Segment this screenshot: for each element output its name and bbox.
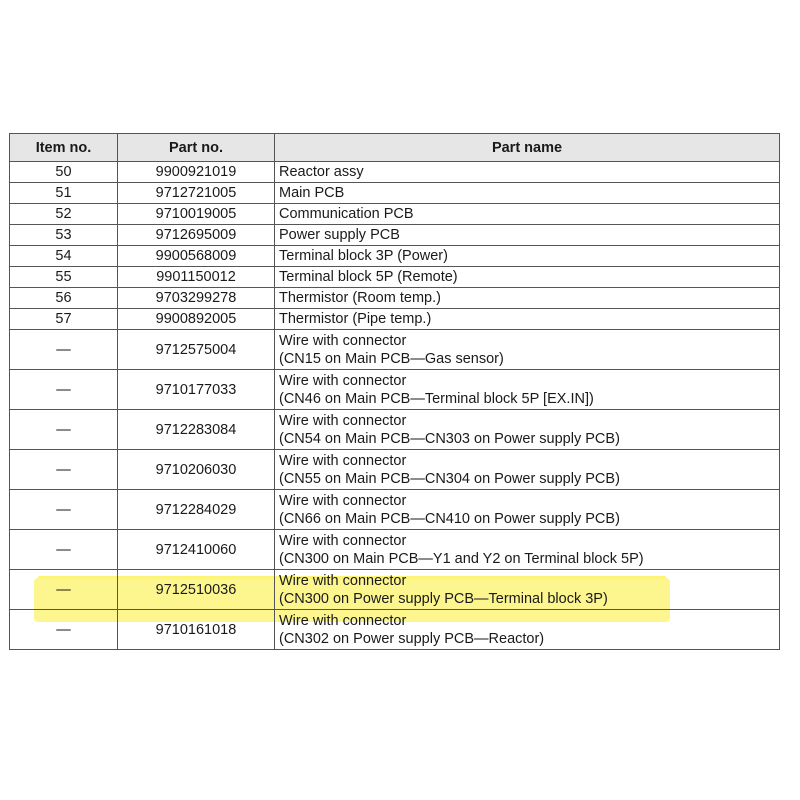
- part-name-line-2: (CN15 on Main PCB—Gas sensor): [279, 350, 504, 367]
- cell-part-no: 9900921019: [118, 162, 275, 183]
- part-name-line-1: Wire with connector: [279, 332, 407, 349]
- table-row: [10, 530, 780, 570]
- cell-part-name: [275, 246, 780, 267]
- cell-part-name: [275, 370, 780, 410]
- cell-item-no: —: [10, 330, 118, 370]
- border-gap-right: [778, 655, 788, 665]
- table-row: [10, 162, 780, 183]
- cell-part-name: [275, 570, 780, 610]
- cell-part-name: [275, 204, 780, 225]
- cell-item-no: 54: [10, 246, 118, 267]
- part-name-line-1: Wire with connector: [279, 572, 407, 589]
- cell-part-no: 9712410060: [118, 530, 275, 570]
- table-row: [10, 330, 780, 370]
- header-part-no: Part no.: [118, 134, 275, 162]
- table-row: [10, 183, 780, 204]
- part-name-line-1: Wire with connector: [279, 532, 407, 549]
- cell-item-no: 53: [10, 225, 118, 246]
- part-name-line-1: Wire with connector: [279, 412, 407, 429]
- cell-part-no: 9712721005: [118, 183, 275, 204]
- part-name-line-1: Thermistor (Room temp.): [279, 290, 441, 306]
- cell-part-name: [275, 330, 780, 370]
- table-row: [10, 370, 780, 410]
- part-name-line-1: Main PCB: [279, 185, 345, 201]
- table-row: [10, 309, 780, 330]
- cell-item-no: —: [10, 370, 118, 410]
- cell-part-name: [275, 410, 780, 450]
- part-name-line-1: Communication PCB: [279, 206, 414, 222]
- part-name-line-1: Wire with connector: [279, 452, 407, 469]
- header-part-name: Part name: [275, 134, 780, 162]
- table-row: [10, 204, 780, 225]
- cell-part-name: [275, 162, 780, 183]
- cell-item-no: 56: [10, 288, 118, 309]
- part-name-line-2: (CN55 on Main PCB—CN304 on Power supply PCB): [279, 470, 620, 487]
- cell-item-no: 55: [10, 267, 118, 288]
- cell-part-no: 9712283084: [118, 410, 275, 450]
- part-name-line-2: (CN300 on Main PCB—Y1 and Y2 on Terminal block 5P): [279, 550, 644, 567]
- cell-item-no: —: [10, 530, 118, 570]
- cell-part-no: 9900568009: [118, 246, 275, 267]
- part-name-line-1: Wire with connector: [279, 492, 407, 509]
- cell-part-no: 9710019005: [118, 204, 275, 225]
- cell-item-no: —: [10, 490, 118, 530]
- cell-part-name: [275, 610, 780, 650]
- cell-item-no: —: [10, 610, 118, 650]
- cell-part-no: 9710161018: [118, 610, 275, 650]
- cell-part-no: 9901150012: [118, 267, 275, 288]
- part-name-line-2: (CN46 on Main PCB—Terminal block 5P [EX.IN]): [279, 390, 594, 407]
- cell-part-name: [275, 225, 780, 246]
- part-name-line-1: Power supply PCB: [279, 227, 400, 243]
- part-name-line-1: Thermistor (Pipe temp.): [279, 311, 432, 327]
- cell-item-no: 50: [10, 162, 118, 183]
- header-row: [10, 134, 780, 162]
- part-name-line-2: (CN300 on Power supply PCB—Terminal block 3P): [279, 590, 608, 607]
- cell-part-no: 9703299278: [118, 288, 275, 309]
- part-name-line-2: (CN66 on Main PCB—CN410 on Power supply PCB): [279, 510, 620, 527]
- cell-part-no: 9712284029: [118, 490, 275, 530]
- table-row: [10, 225, 780, 246]
- cell-item-no: 51: [10, 183, 118, 204]
- cell-part-no: 9710177033: [118, 370, 275, 410]
- cell-part-no: 9710206030: [118, 450, 275, 490]
- table-row: [10, 267, 780, 288]
- part-name-line-1: Wire with connector: [279, 372, 407, 389]
- table-row: [10, 410, 780, 450]
- cell-part-name: [275, 450, 780, 490]
- part-name-line-1: Terminal block 3P (Power): [279, 248, 448, 264]
- cell-part-no: 9900892005: [118, 309, 275, 330]
- cell-part-name: [275, 183, 780, 204]
- cell-item-no: —: [10, 570, 118, 610]
- part-name-line-1: Terminal block 5P (Remote): [279, 269, 458, 285]
- part-name-line-2: (CN302 on Power supply PCB—Reactor): [279, 630, 545, 647]
- parts-table: [9, 133, 780, 650]
- cell-part-no: 9712575004: [118, 330, 275, 370]
- table-row: [10, 610, 780, 650]
- cell-part-name: [275, 530, 780, 570]
- table-row: [10, 450, 780, 490]
- cell-part-name: [275, 288, 780, 309]
- border-gap-left: [0, 655, 10, 665]
- table-row: [10, 246, 780, 267]
- table-row: [10, 490, 780, 530]
- part-name-line-1: Reactor assy: [279, 164, 364, 180]
- table-header: [10, 134, 780, 162]
- table-row-highlighted: [10, 570, 780, 610]
- table-row: [10, 288, 780, 309]
- cell-part-no: 9712695009: [118, 225, 275, 246]
- cell-item-no: —: [10, 450, 118, 490]
- table-body: [10, 162, 780, 650]
- cell-part-name: [275, 309, 780, 330]
- cell-part-name: [275, 490, 780, 530]
- header-item-no: Item no.: [10, 134, 118, 162]
- cell-part-name: [275, 267, 780, 288]
- part-name-line-2: (CN54 on Main PCB—CN303 on Power supply PCB): [279, 430, 620, 447]
- cell-part-no: 9712510036: [118, 570, 275, 610]
- cell-item-no: —: [10, 410, 118, 450]
- cell-item-no: 52: [10, 204, 118, 225]
- cell-item-no: 57: [10, 309, 118, 330]
- part-name-line-1: Wire with connector: [279, 612, 407, 629]
